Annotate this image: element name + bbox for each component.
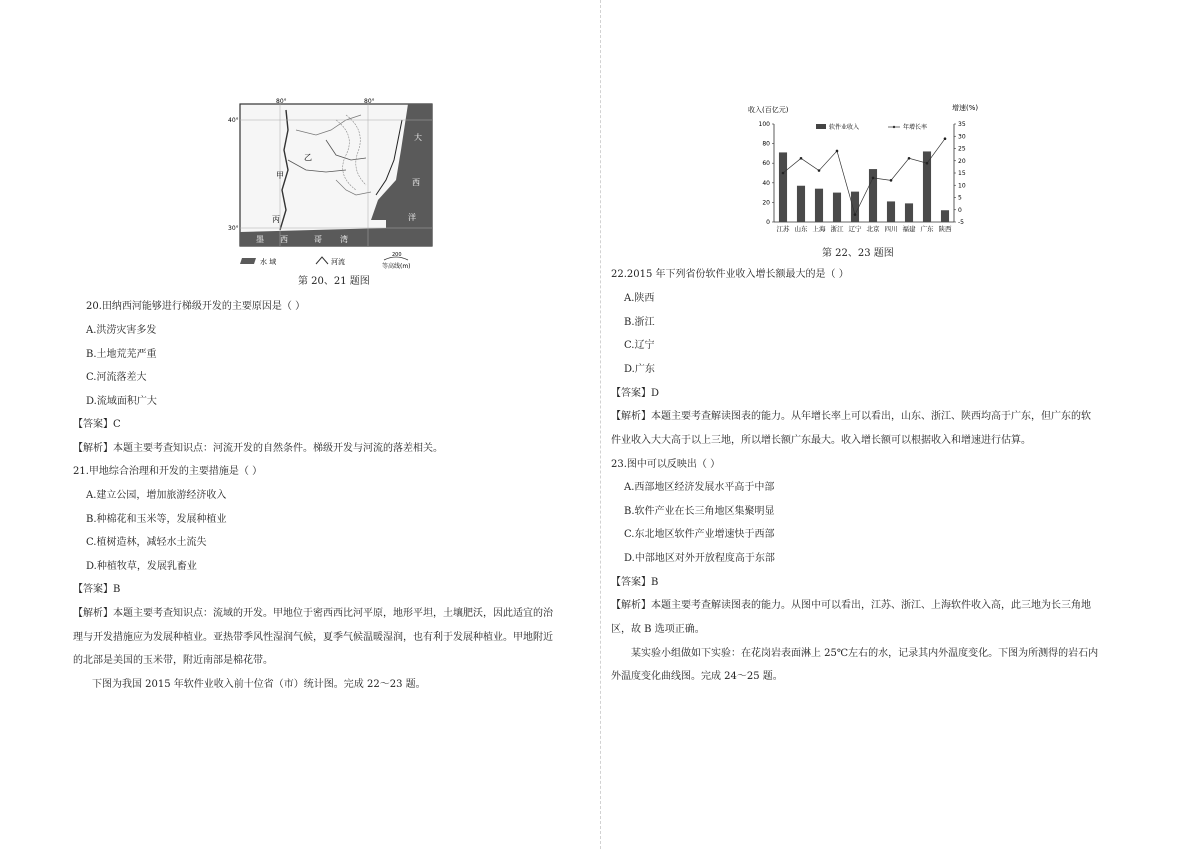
map-label-gulf: 湾	[340, 235, 348, 244]
x-tick-label: 浙江	[830, 225, 844, 233]
map-caption: 第 20、21 题图	[298, 276, 370, 287]
x-tick-label: 江苏	[776, 225, 790, 233]
map-legend-water: 水 域	[260, 258, 277, 266]
x-tick-label: 广东	[920, 225, 934, 233]
analysis: 【解析】本题主要考查解读图表的能力。从图中可以看出，江苏、浙江、上海软件收入高，此三地为长三角地	[611, 600, 1091, 611]
page-divider	[600, 0, 601, 849]
y2-tick-label: 35	[958, 121, 966, 128]
option: B.浙江	[624, 317, 655, 328]
answer: 【答案】D	[611, 388, 660, 399]
question-stem: 22.2015 年下列省份软件业收入增长额最大的是（ ）	[611, 269, 849, 280]
analysis: 件业收入大大高于以上三地，所以增长额广东最大。收入增长额可以根据收入和增速进行估算。	[611, 435, 1031, 446]
growth-point	[872, 177, 875, 180]
y-tick-label: 100	[758, 121, 770, 128]
map-label-ocean: 洋	[408, 213, 416, 222]
option: C.植树造林，减轻水土流失	[86, 537, 207, 548]
growth-point	[926, 162, 929, 165]
question-stem: 20.田纳西河能够进行梯级开发的主要原因是（ ）	[86, 301, 306, 312]
y2-tick-label: 10	[958, 182, 966, 190]
legend-bar-label: 软件业收入	[829, 124, 860, 131]
map-label-gulf: 墨	[256, 235, 264, 244]
option: D.流域面积广大	[86, 396, 157, 407]
software-revenue-chart	[746, 100, 979, 245]
map-label-place: 乙	[304, 153, 312, 162]
answer: 【答案】B	[73, 584, 121, 595]
y-tick-label: 60	[762, 160, 770, 168]
map-label-gulf: 西	[280, 235, 288, 244]
option: D.广东	[624, 364, 655, 375]
growth-point	[836, 150, 839, 153]
map-label-place: 甲	[276, 171, 284, 180]
map-label-gulf: 哥	[314, 235, 322, 244]
legend-bar-swatch	[816, 124, 826, 129]
analysis: 【解析】本题主要考查知识点：河流开发的自然条件。梯级开发与河流的落差相关。	[73, 443, 443, 454]
growth-point	[800, 157, 803, 160]
y-axis-label: 收入(百亿元)	[748, 106, 789, 114]
answer: 【答案】C	[73, 419, 121, 430]
y-tick-label: 20	[762, 199, 770, 207]
chart-bar	[905, 203, 913, 222]
y2-tick-label: -5	[958, 219, 964, 226]
map-lon-label: 80°	[364, 98, 375, 105]
chart-caption: 第 22、23 题图	[822, 248, 894, 259]
x-tick-label: 陕西	[938, 225, 952, 233]
growth-point	[782, 172, 785, 175]
option: A.洪涝灾害多发	[86, 325, 157, 336]
y2-tick-label: 0	[958, 206, 962, 214]
x-tick-label: 山东	[794, 225, 808, 233]
y2-axis-label: 增速(%)	[952, 104, 979, 112]
growth-point	[818, 169, 821, 172]
chart-growth-line	[782, 137, 947, 216]
growth-point	[944, 137, 947, 140]
growth-point	[890, 179, 893, 182]
growth-point	[854, 213, 857, 216]
option: C.河流落差大	[86, 372, 147, 383]
legend-line-label: 年增长率	[903, 124, 928, 131]
y2-tick-label: 25	[958, 145, 966, 153]
option: A.西部地区经济发展水平高于中部	[624, 482, 775, 493]
intro-text: 某实验小组做如下实验：在花岗岩表面淋上 25℃左右的水，记录其内外温度变化。下图为所测得的岩石内	[631, 648, 1099, 659]
analysis: 理与开发措施应为发展种植业。亚热带季风性湿润气候，夏季气候温暖湿润，也有利于发展种植业。甲地附近	[73, 632, 553, 643]
option: B.软件产业在长三角地区集聚明显	[624, 506, 775, 517]
chart-bar	[887, 201, 895, 222]
chart-bar	[851, 192, 859, 222]
option: B.种棉花和玉米等，发展种植业	[86, 514, 227, 525]
growth-point	[908, 157, 911, 160]
option: A.陕西	[624, 293, 655, 304]
option: D.中部地区对外开放程度高于东部	[624, 553, 775, 564]
analysis: 【解析】本题主要考查解读图表的能力。从年增长率上可以看出，山东、浙江、陕西均高于广东，但广东的软	[611, 411, 1091, 422]
map-legend-contour: 等高线(m)	[382, 263, 411, 270]
x-tick-label: 四川	[884, 225, 898, 233]
answer: 【答案】B	[611, 577, 659, 588]
option: C.辽宁	[624, 340, 655, 351]
chart-bar	[797, 186, 805, 222]
map-label-ocean: 大	[414, 133, 422, 142]
y2-tick-label: 30	[958, 133, 966, 141]
map-lon-label: 80°	[276, 98, 287, 105]
analysis: 【解析】本题主要考查知识点：流域的开发。甲地位于密西西比河平原，地形平坦，土壤肥沃，因此适宜的治	[73, 608, 553, 619]
y2-tick-label: 15	[958, 170, 966, 177]
chart-bar	[941, 210, 949, 222]
legend-line-marker	[893, 126, 895, 128]
x-tick-label: 上海	[812, 225, 826, 233]
map-lat-label: 30°	[228, 225, 239, 232]
chart-bar	[815, 189, 823, 222]
map-lat-label: 40°	[228, 117, 239, 124]
y2-tick-label: 5	[958, 194, 962, 202]
x-tick-label: 福建	[902, 225, 916, 233]
intro-text: 下图为我国 2015 年软件业收入前十位省（市）统计图。完成 22～23 题。	[92, 679, 426, 690]
chart-bar	[833, 193, 841, 222]
x-tick-label: 辽宁	[848, 225, 862, 233]
river-map-figure	[228, 98, 436, 275]
chart-bar	[779, 152, 787, 222]
analysis: 区，故 B 选项正确。	[611, 624, 705, 635]
map-label-ocean: 西	[412, 178, 420, 187]
map-legend-river: 河流	[331, 258, 345, 266]
y2-tick-label: 20	[958, 157, 966, 165]
option: D.种植牧草，发展乳畜业	[86, 561, 197, 572]
option: B.土地荒芜严重	[86, 349, 157, 360]
y-tick-label: 0	[766, 219, 770, 226]
question-stem: 23.图中可以反映出（ ）	[611, 459, 721, 470]
y-tick-label: 40	[762, 179, 770, 187]
x-tick-label: 北京	[866, 225, 880, 233]
map-label-place: 丙	[272, 215, 280, 224]
option: A.建立公园，增加旅游经济收入	[86, 490, 227, 501]
growth-polyline	[783, 139, 945, 215]
map-legend-contour-value: 200	[392, 252, 402, 258]
analysis: 的北部是美国的玉米带，附近南部是棉花带。	[73, 655, 273, 666]
question-stem: 21.甲地综合治理和开发的主要措施是（ ）	[73, 466, 263, 477]
option: C.东北地区软件产业增速快于西部	[624, 529, 775, 540]
y-tick-label: 80	[762, 140, 770, 148]
intro-text: 外温度变化曲线图。完成 24～25 题。	[611, 671, 783, 682]
